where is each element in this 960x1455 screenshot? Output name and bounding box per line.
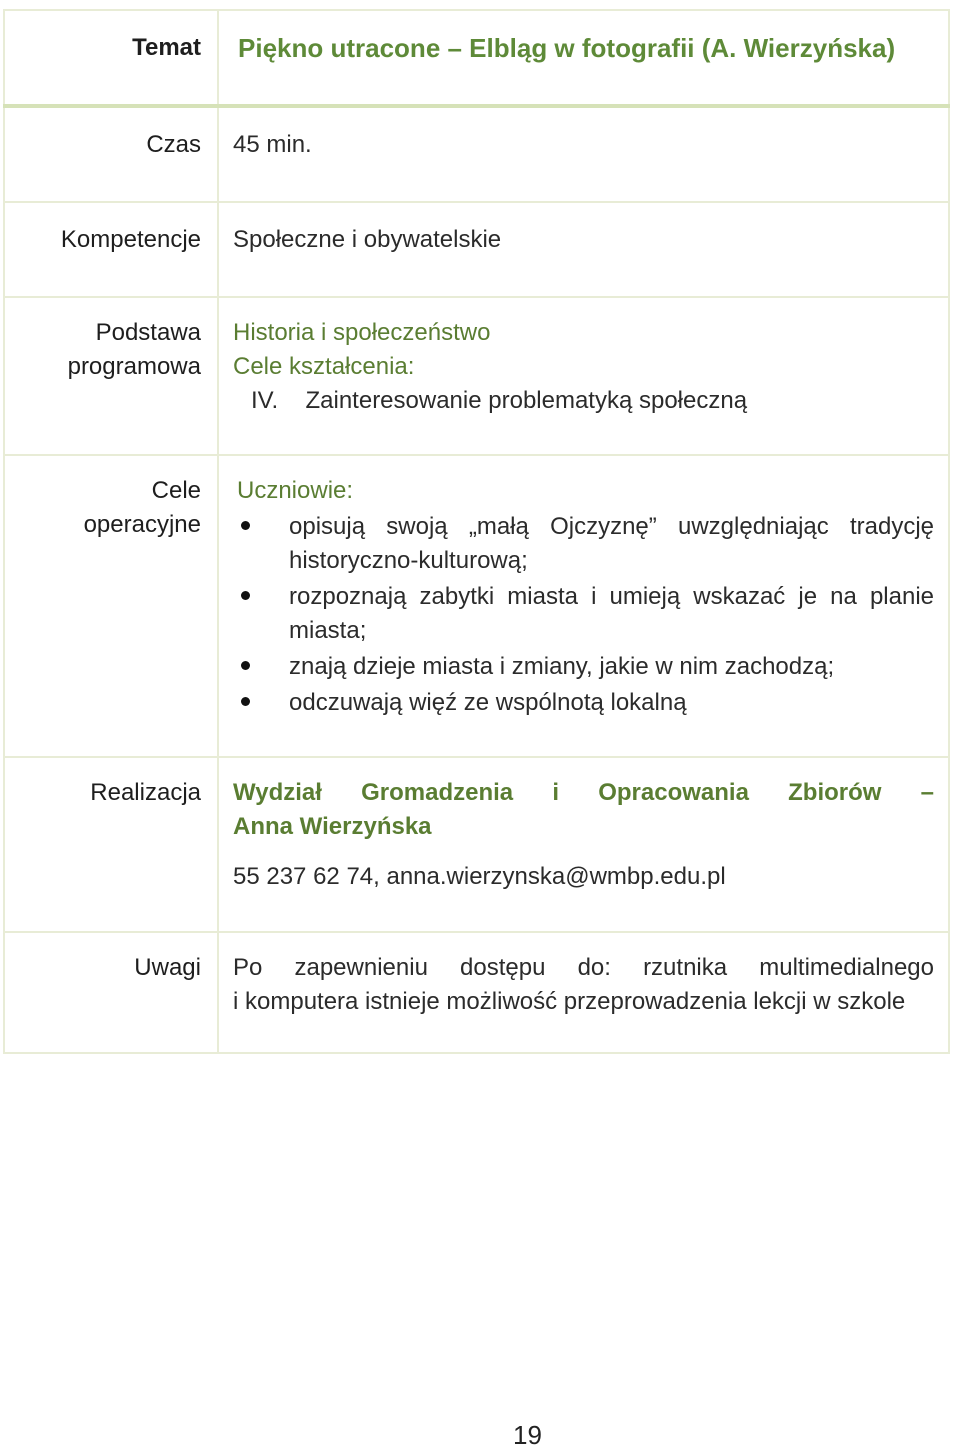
objective-text: znają dzieje miasta i zmiany, jakie w nim zachodzą; bbox=[289, 653, 835, 680]
page-number: 19 bbox=[513, 1420, 542, 1450]
row-curriculum bbox=[4, 297, 949, 455]
objectives-label bbox=[4, 455, 218, 757]
objectives-heading: Uczniowie: bbox=[237, 477, 354, 504]
curriculum-goals-heading: Cele kształcenia: bbox=[233, 353, 415, 380]
topic-label: Temat bbox=[4, 10, 218, 106]
objective-item bbox=[233, 648, 934, 684]
curriculum-goal-text: Zainteresowanie problematyką społeczną bbox=[305, 387, 748, 414]
bullet-icon bbox=[241, 661, 250, 670]
time-label: Czas bbox=[4, 106, 218, 202]
competences-value: Społeczne i obywatelskie bbox=[218, 202, 949, 297]
objective-item bbox=[233, 578, 934, 648]
row-objectives bbox=[4, 455, 949, 757]
curriculum-label-line1: Podstawa bbox=[95, 319, 201, 346]
curriculum-subject: Historia i społeczeństwo bbox=[233, 319, 491, 346]
notes-value bbox=[218, 932, 949, 1053]
objective-text: opisują swoją „małą Ojczyznę” uwzględniając tradycję historyczno-kulturową; bbox=[289, 513, 934, 574]
curriculum-goal bbox=[233, 384, 934, 418]
realization-value bbox=[218, 757, 949, 932]
curriculum-label-line2: programowa bbox=[67, 353, 201, 380]
notes-line1: Po zapewnieniu dostępu do: rzutnika multimedialnego bbox=[233, 954, 934, 981]
curriculum-value bbox=[218, 297, 949, 455]
objectives-label-line1: Cele bbox=[151, 477, 201, 504]
bullet-icon bbox=[241, 591, 250, 600]
competences-label: Kompetencje bbox=[4, 202, 218, 297]
row-notes bbox=[4, 932, 949, 1053]
notes-label: Uwagi bbox=[4, 932, 218, 1053]
row-time bbox=[4, 106, 949, 202]
objective-item bbox=[233, 684, 934, 720]
curriculum-label bbox=[4, 297, 218, 455]
topic-value bbox=[218, 10, 949, 106]
curriculum-goal-number: IV. bbox=[251, 387, 279, 414]
objectives-label-line2: operacyjne bbox=[83, 511, 201, 538]
realization-person: Anna Wierzyńska bbox=[233, 813, 432, 840]
realization-label: Realizacja bbox=[4, 757, 218, 932]
topic-title: Piękno utracone – Elbląg w fotografii (A. Wierzyńska) bbox=[238, 33, 896, 63]
bullet-icon bbox=[241, 697, 250, 706]
objective-text: rozpoznają zabytki miasta i umieją wskazać je na planie miasta; bbox=[289, 583, 934, 644]
objectives-list bbox=[233, 508, 934, 720]
time-value: 45 min. bbox=[218, 106, 949, 202]
objective-item bbox=[233, 508, 934, 578]
realization-department: Wydział Gromadzenia i Opracowania Zbiorów – bbox=[233, 779, 934, 806]
row-topic bbox=[4, 10, 949, 106]
notes-line2: i komputera istnieje możliwość przeprowadzenia lekcji w szkole bbox=[233, 988, 906, 1015]
objective-text: odczuwają więź ze wspólnotą lokalną bbox=[289, 689, 687, 716]
lesson-plan-table bbox=[3, 9, 950, 1054]
bullet-icon bbox=[241, 521, 250, 530]
realization-contact: 55 237 62 74, anna.wierzynska@wmbp.edu.pl bbox=[233, 863, 726, 890]
row-competences bbox=[4, 202, 949, 297]
row-realization bbox=[4, 757, 949, 932]
objectives-value bbox=[218, 455, 949, 757]
